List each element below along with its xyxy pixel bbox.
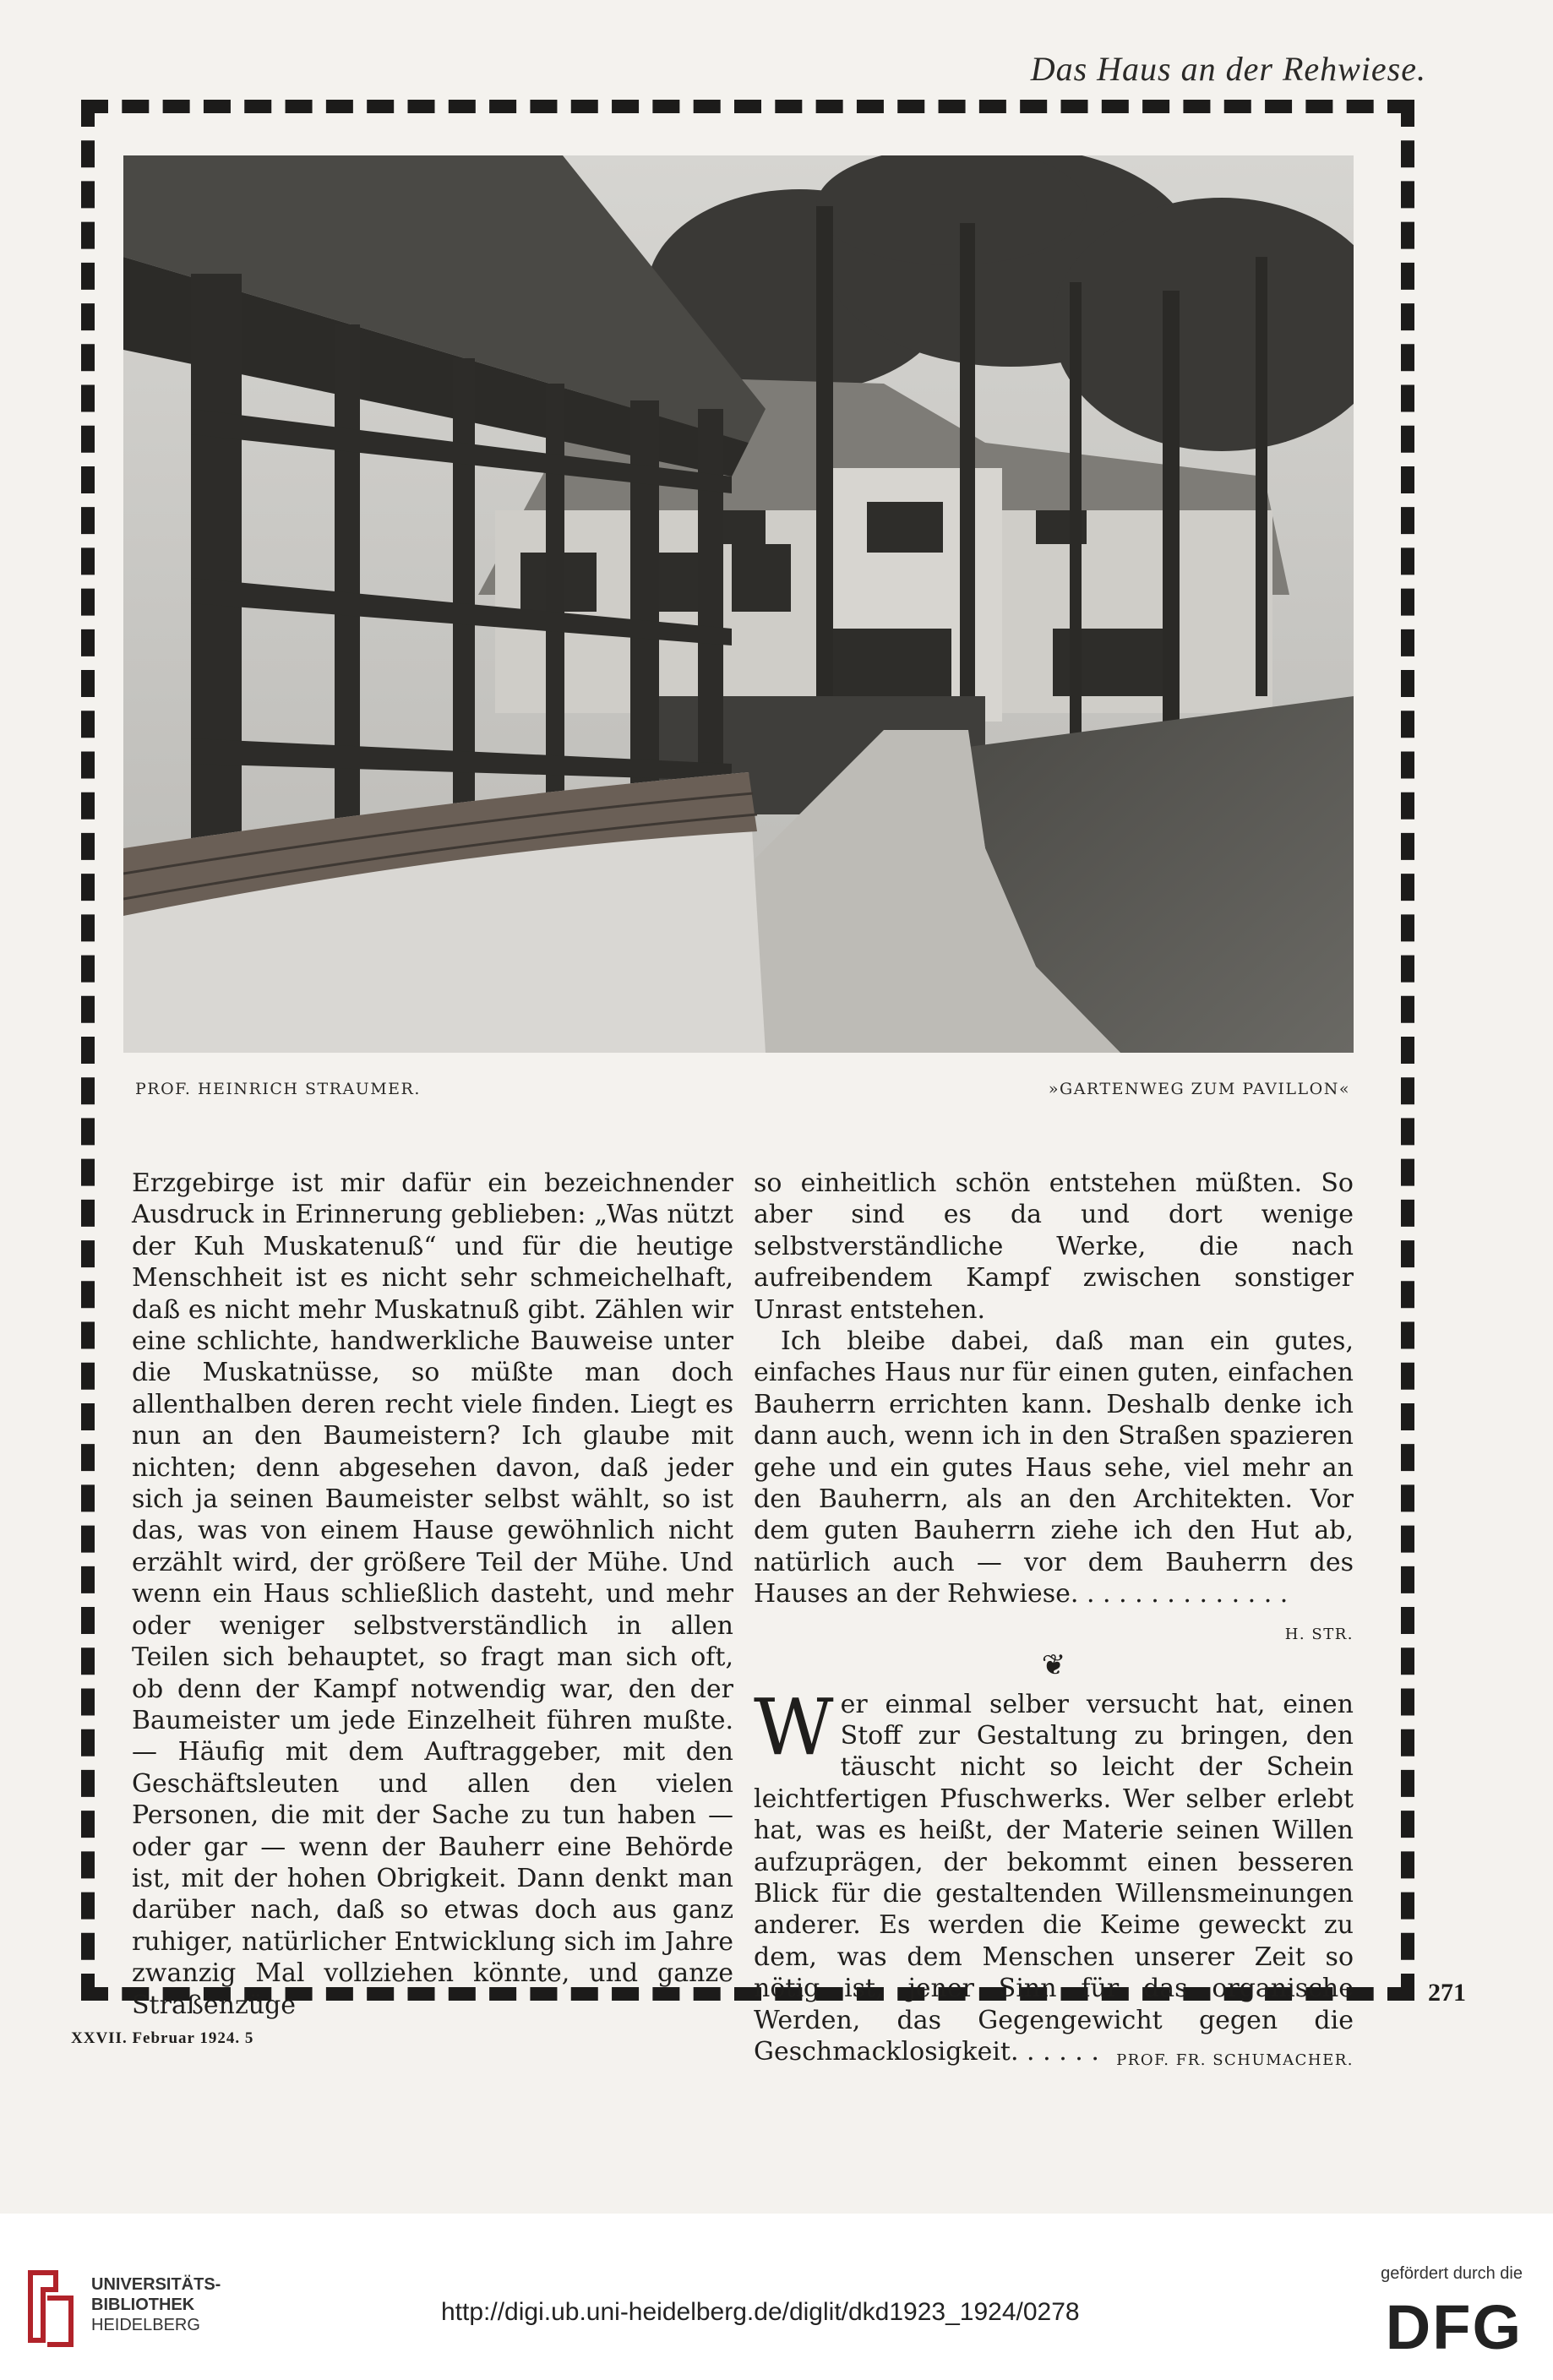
dfg-logo: DFG — [1385, 2292, 1523, 2362]
issue-line: XXVII. Februar 1924. 5 — [71, 2029, 254, 2047]
paragraph: Erzgebirge ist mir dafür ein bezeichnender Ausdruck in Erinnerung geblieben: „Was nützt der Kuh Muskatenuß“ und für die heutige Menschheit ist es nicht sehr schmeichelhaft, daß es nicht mehr Muskatnuß gibt. Zählen wir eine schlichte, handwerkliche Bauweise unter die Muskatnüsse, so müßte man doch allenthalben deren recht viele finden. Liegt es nun an den Baumeistern? Ich glaube mit nichten; denn abgesehen davon, daß jeder sich ja seinen Baumeister selbst wählt, so ist das, was von einem Hause gewöhnlich nicht erzählt wird, der größere Teil der Mühe. Und wenn ein Haus schließlich dasteht, und mehr oder weniger selbstverständlich in allen Teilen sich behauptet, so fragt man sich oft, ob denn der Kampf notwendig war, den der Baumeister um jede Einzelheit führen mußte. — Häufig mit dem Auftraggeber, mit den Geschäftsleuten und allen den vielen Personen, die mit der Sache zu tun haben — oder gar — wenn der Bauherr eine Behörde ist, mit der hohen Obrigkeit. Dann denkt man darüber nach, daß so etwas doch aus ganz ruhiger, natürlicher Entwicklung sich im Jahre zwanzig Mal vollziehen könnte, und ganze Straßenzüge — [132, 1168, 733, 2020]
funding-note: gefördert durch die — [1381, 2264, 1523, 2283]
running-title: Das Haus an der Rehwiese. — [1030, 50, 1426, 88]
text-column-right — [754, 1168, 1354, 2076]
paragraph — [754, 1326, 1354, 1643]
photo-illustration — [123, 155, 1354, 1053]
page-number: 271 — [1428, 1979, 1466, 2007]
photograph-garden-path-pavilion — [123, 155, 1354, 1053]
footer-bar — [0, 2214, 1553, 2380]
drop-cap: W — [754, 1681, 834, 1773]
paragraph-text: Ich bleibe dabei, daß man ein gutes, einfaches Haus nur für einen guten, einfachen Bauherrn errichten kann. Deshalb denke ich dann auch, wenn ich in den Straßen spazieren gehe und ein gutes Haus sehe, viel mehr an den Bauherrn, als an den Architekten. Vor dem guten Bauherrn ziehe ich den Hut ab, natürlich auch — vor dem Bauherrn des Hauses an der Rehwiese. . . . . . . . . . . . . . — [754, 1326, 1354, 1609]
fleuron-ornament-icon: ❦ — [1041, 1648, 1066, 1683]
photo-caption-architect: PROF. HEINRICH STRAUMER. — [135, 1080, 421, 1098]
library-name: UNIVERSITÄTS- BIBLIOTHEK HEIDELBERG — [91, 2275, 221, 2334]
source-url-link[interactable]: http://digi.ub.uni-heidelberg.de/diglit/dkd1923_1924/0278 — [441, 2298, 1080, 2326]
author-signature: H. STR. — [1284, 1625, 1354, 1643]
paragraph: so einheitlich schön entstehen müßten. So aber sind es da und dort wenige selbstverständliche Werke, die nach aufreibendem Kampf zwischen sonstiger Unrast entstehen. — [754, 1168, 1354, 1325]
author-signature: PROF. FR. SCHUMACHER. — [1116, 2051, 1354, 2069]
university-library-logo-icon — [22, 2264, 79, 2349]
paragraph — [754, 1681, 1354, 2069]
text-column-left — [132, 1168, 733, 2021]
paragraph-text: er einmal selber versucht hat, einen Stoff zur Gestaltung zu bringen, den täuscht nicht so leicht der Schein leichtfertigen Pfuschwerks. Wer selber erlebt hat, was es heißt, der Materie seinen Willen aufzuprägen, der bekommt einen besseren Blick für die gestaltenden Willensmeinungen anderer. Es werden die Keime geweckt zu dem, was dem Menschen unserer Zeit so nötig ist, jener Sinn für das organische Werden, das Gegengewicht gegen die Geschmacklosigkeit. . . . . . — [754, 1689, 1354, 2067]
photo-caption-title: »GARTENWEG ZUM PAVILLON« — [1048, 1080, 1350, 1098]
